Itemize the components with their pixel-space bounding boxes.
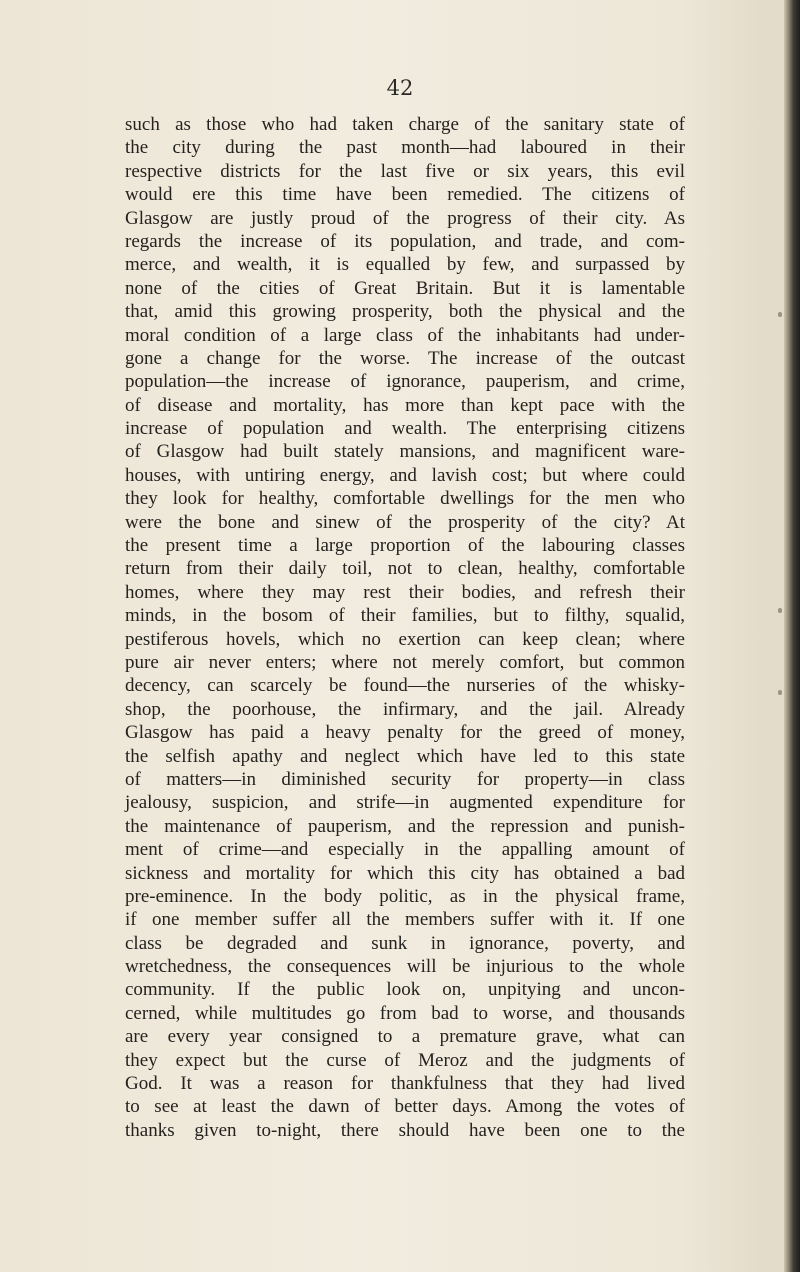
text-line: pure air never enters; where not merely comfort, but common <box>125 651 685 673</box>
binding-gutter <box>784 0 800 1272</box>
text-line: increase of population and wealth. The enterprising citizens <box>125 418 685 440</box>
text-line: they look for healthy, comfortable dwellings for the men who <box>125 488 685 510</box>
text-line: regards the increase of its population, and trade, and com- <box>125 230 685 252</box>
text-line: Glasgow are justly proud of the progress of their city. As <box>125 207 685 229</box>
text-line: class be degraded and sunk in ignorance, poverty, and <box>125 932 685 954</box>
binding-mark <box>778 690 782 695</box>
binding-mark <box>778 312 782 317</box>
text-line: of disease and mortality, has more than kept pace with the <box>125 394 685 416</box>
page-number: 42 <box>386 76 414 100</box>
body-text <box>125 113 685 1142</box>
text-line: population—the increase of ignorance, pauperism, and crime, <box>125 371 685 393</box>
text-line: decency, can scarcely be found—the nurseries of the whisky- <box>125 675 685 697</box>
text-line: gone a change for the worse. The increase of the outcast <box>125 347 685 369</box>
text-line: jealousy, suspicion, and strife—in augmented expenditure for <box>125 792 685 814</box>
text-line: Glasgow has paid a heavy penalty for the greed of money, <box>125 722 685 744</box>
text-line: houses, with untiring energy, and lavish cost; but where could <box>125 464 685 486</box>
text-line: moral condition of a large class of the inhabitants had under- <box>125 324 685 346</box>
text-line: pre-eminence. In the body politic, as in the physical frame, <box>125 885 685 907</box>
text-line: pestiferous hovels, which no exertion can keep clean; where <box>125 628 685 650</box>
text-line: to see at least the dawn of better days. Among the votes of <box>125 1096 685 1118</box>
text-line: merce, and wealth, it is equalled by few, and surpassed by <box>125 254 685 276</box>
text-line: would ere this time have been remedied. The citizens of <box>125 184 685 206</box>
text-line: they expect but the curse of Meroz and the judgments of <box>125 1049 685 1071</box>
text-line: cerned, while multitudes go from bad to worse, and thousands <box>125 1002 685 1024</box>
text-line: are every year consigned to a premature grave, what can <box>125 1026 685 1048</box>
text-line: of Glasgow had built stately mansions, and magnificent ware- <box>125 441 685 463</box>
text-line: thanks given to-night, there should have been one to the <box>125 1119 685 1141</box>
text-line: that, amid this growing prosperity, both the physical and the <box>125 301 685 323</box>
text-line: the present time a large proportion of the labouring classes <box>125 535 685 557</box>
text-line: homes, where they may rest their bodies, and refresh their <box>125 581 685 603</box>
text-line: were the bone and sinew of the prosperity of the city? At <box>125 511 685 533</box>
text-line: community. If the public look on, unpitying and uncon- <box>125 979 685 1001</box>
text-line: sickness and mortality for which this city has obtained a bad <box>125 862 685 884</box>
text-line: the selfish apathy and neglect which have led to this state <box>125 745 685 767</box>
text-line: if one member suffer all the members suffer with it. If one <box>125 909 685 931</box>
text-line: the city during the past month—had laboured in their <box>125 137 685 159</box>
text-line: of matters—in diminished security for property—in class <box>125 768 685 790</box>
text-line: minds, in the bosom of their families, but to filthy, squalid, <box>125 605 685 627</box>
binding-mark <box>778 608 782 613</box>
text-line: shop, the poorhouse, the infirmary, and the jail. Already <box>125 698 685 720</box>
text-line: respective districts for the last five or six years, this evil <box>125 160 685 182</box>
text-line: ment of crime—and especially in the appalling amount of <box>125 839 685 861</box>
text-line: God. It was a reason for thankfulness that they had lived <box>125 1073 685 1095</box>
text-line: the maintenance of pauperism, and the repression and punish- <box>125 815 685 837</box>
text-line: none of the cities of Great Britain. But it is lamentable <box>125 277 685 299</box>
text-line: such as those who had taken charge of the sanitary state of <box>125 114 685 135</box>
text-line: return from their daily toil, not to clean, healthy, comfortable <box>125 558 685 580</box>
text-line: wretchedness, the consequences will be injurious to the whole <box>125 956 685 978</box>
